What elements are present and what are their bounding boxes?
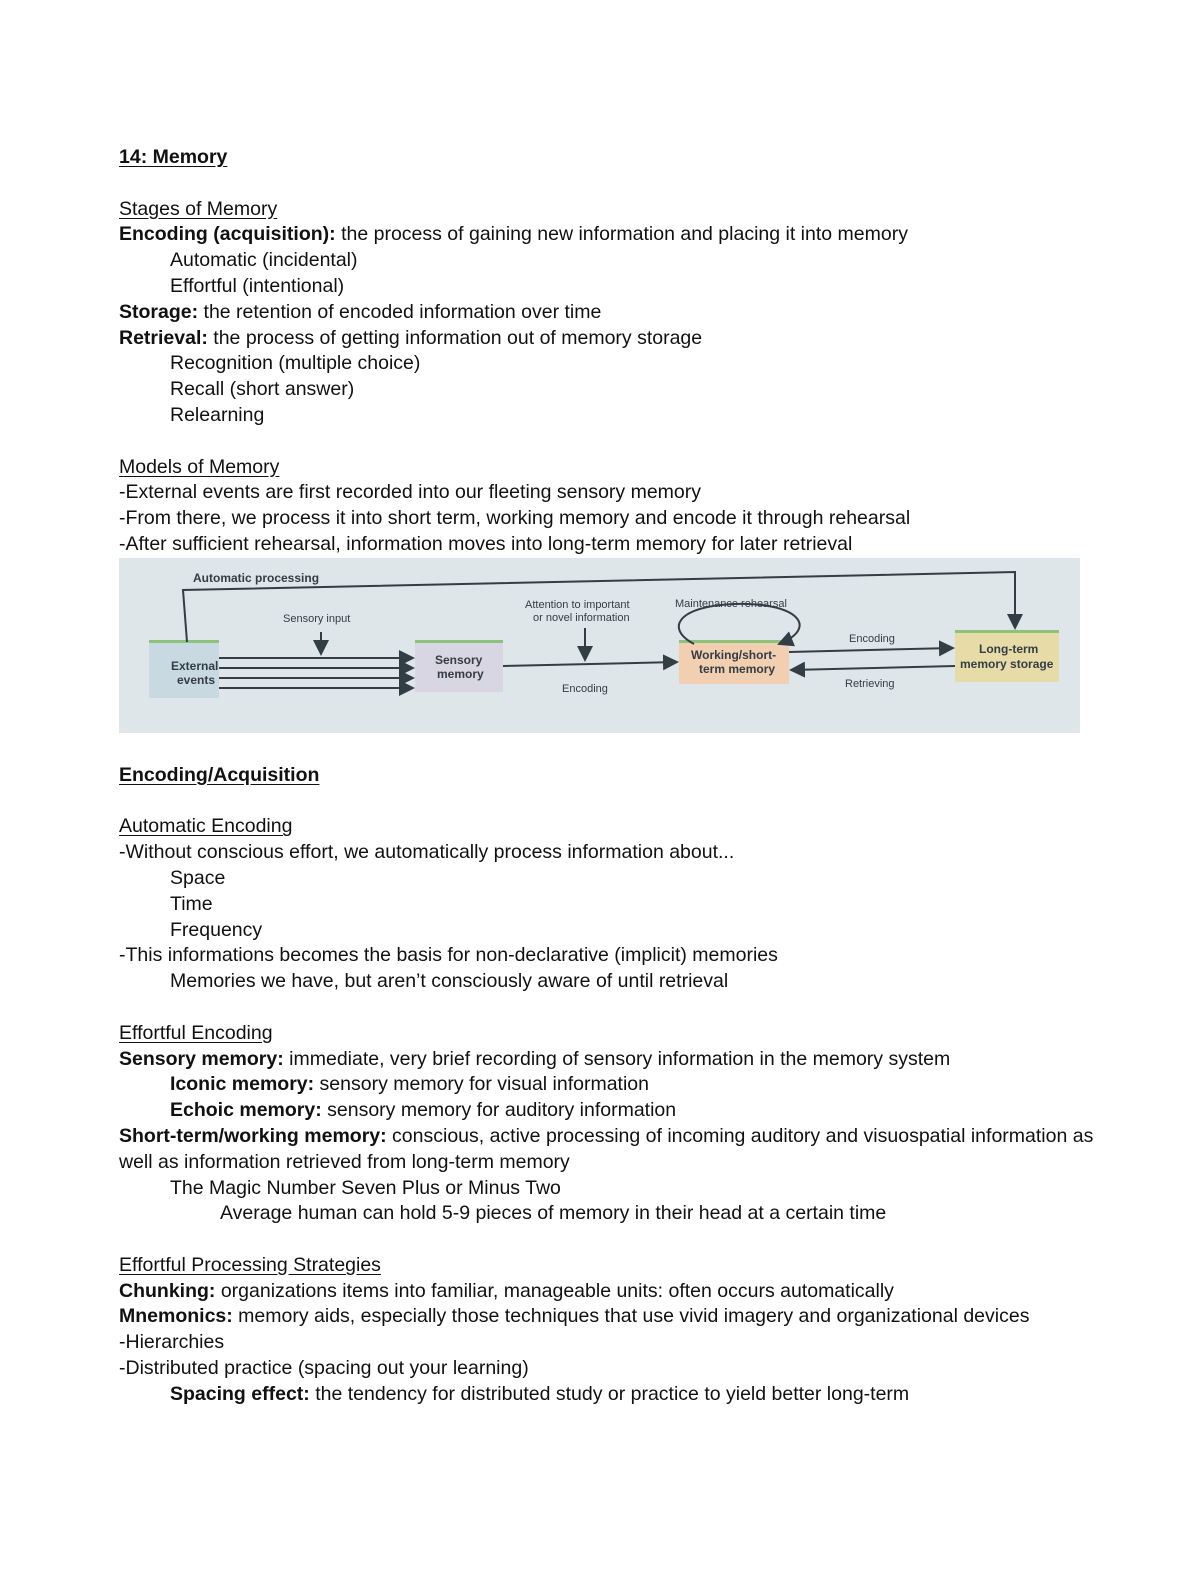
sensory-input-label: Sensory input	[283, 612, 351, 625]
list-item: Frequency	[170, 918, 263, 941]
storage-term: Storage:	[119, 300, 199, 323]
list-item: -After sufficient rehearsal, information moves into long-term memory for later retrieval	[119, 532, 853, 555]
strategies-heading: Effortful Processing Strategies	[119, 1253, 381, 1276]
sensory-memory-definition: Sensory memory: immediate, very brief recording of sensory information in the memory system	[119, 1047, 951, 1070]
short-term-memory-definition: Short-term/working memory: conscious, active processing of incoming auditory and visuospatial information as well as information retrieved from long-term memory	[119, 1124, 1094, 1173]
list-item: Average human can hold 5-9 pieces of memory in their head at a certain time	[220, 1202, 887, 1225]
automatic-encoding-heading: Automatic Encoding	[119, 815, 293, 838]
working-memory-box-bar	[679, 640, 789, 643]
list-item: The Magic Number Seven Plus or Minus Two	[170, 1176, 561, 1199]
echoic-memory-definition: Echoic memory: sensory memory for auditory information	[170, 1099, 677, 1122]
long-term-memory-label-2: memory storage	[960, 656, 1054, 671]
list-item: -From there, we process it into short term, working memory and encode it through rehearsal	[119, 507, 911, 530]
encoding-top-label: Encoding	[849, 632, 895, 645]
attention-label-line-1: Attention to important	[525, 598, 630, 611]
working-memory-label-1: Working/short-	[691, 647, 777, 662]
retrieval-definition: Retrieval: the process of getting information out of memory storage	[119, 326, 703, 349]
encoding-section-heading: Encoding/Acquisition	[119, 763, 320, 786]
stages-heading: Stages of Memory	[119, 197, 278, 220]
automatic-processing-label: Automatic processing	[193, 570, 320, 585]
list-item: Memories we have, but aren’t consciously aware of until retrieval	[170, 970, 729, 993]
list-item: -Hierarchies	[119, 1331, 225, 1354]
working-memory-label-2: term memory	[699, 661, 776, 676]
retrieving-arrow	[791, 666, 955, 670]
encoding-definition: Encoding (acquisition): the process of gaining new information and placing it into memory	[119, 223, 908, 246]
external-events-box-bar	[149, 640, 219, 643]
spacing-effect-definition: Spacing effect: the tendency for distributed study or practice to yield better long-term	[170, 1382, 910, 1405]
list-item: Space	[170, 866, 226, 889]
encoding-bottom-label: Encoding	[562, 682, 608, 695]
models-heading: Models of Memory	[119, 455, 280, 478]
encoding-arrow	[789, 648, 953, 652]
chunking-definition: Chunking: organizations items into familiar, manageable units: often occurs automatically	[119, 1279, 894, 1302]
sensory-memory-label-2: memory	[437, 666, 484, 681]
mnemonics-definition: Mnemonics: memory aids, especially those techniques that use vivid imagery and organizational devices	[119, 1305, 1030, 1328]
retrieving-label: Retrieving	[845, 677, 895, 690]
memory-model-svg	[119, 558, 1080, 733]
external-events-label-2: events	[177, 672, 216, 687]
encoding-term: Encoding (acquisition):	[119, 223, 336, 246]
external-events-label-1: External	[171, 658, 219, 673]
list-item: Relearning	[170, 403, 265, 426]
maintenance-rehearsal-label: Maintenance rehearsal	[675, 597, 787, 610]
list-item: -Distributed practice (spacing out your learning)	[119, 1357, 529, 1380]
effortful-encoding-heading: Effortful Encoding	[119, 1021, 273, 1044]
list-item: Recognition (multiple choice)	[170, 352, 421, 375]
long-term-memory-label-1: Long-term	[979, 641, 1039, 656]
list-item: -This informations becomes the basis for non-declarative (implicit) memories	[119, 944, 778, 967]
long-term-memory-box-bar	[955, 630, 1059, 633]
list-item: -Without conscious effort, we automatically process information about...	[119, 841, 735, 864]
list-item: Automatic (incidental)	[170, 249, 358, 272]
list-item: Recall (short answer)	[170, 378, 355, 401]
sensory-memory-box-bar	[415, 640, 503, 643]
memory-model-diagram	[119, 558, 1080, 733]
list-item: -External events are first recorded into our fleeting sensory memory	[119, 481, 702, 504]
retrieval-term: Retrieval:	[119, 326, 208, 349]
document-page	[119, 145, 1099, 1408]
list-item: Time	[170, 892, 213, 915]
storage-definition: Storage: the retention of encoded information over time	[119, 300, 602, 323]
iconic-memory-definition: Iconic memory: sensory memory for visual information	[170, 1073, 650, 1096]
sensory-memory-label-1: Sensory	[435, 652, 483, 667]
sensory-to-working-arrow	[503, 662, 677, 666]
list-item: Effortful (intentional)	[170, 274, 345, 297]
attention-label-line-2: or novel information	[533, 611, 630, 624]
page-title: 14: Memory	[119, 146, 228, 168]
